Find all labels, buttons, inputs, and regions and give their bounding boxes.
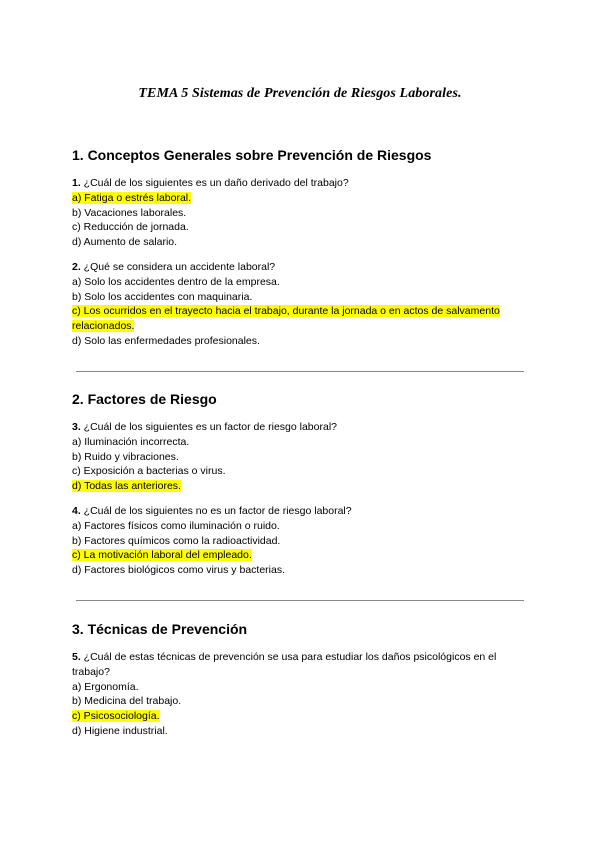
section-factores-de-riesgo: [72, 390, 528, 588]
question-prompt: ¿Cuál de estas técnicas de prevención se usa para estudiar los daños psicológicos en el trabajo?: [72, 651, 497, 678]
option-b: b) Ruido y vibraciones.: [72, 450, 179, 463]
question-number: 2.: [72, 260, 81, 273]
question-prompt: ¿Cuál de los siguientes no es un factor de riesgo laboral?: [80, 504, 352, 517]
option-b: b) Vacaciones laborales.: [72, 206, 187, 219]
option-c: [72, 304, 528, 334]
option-d: [72, 479, 528, 494]
question-number: 4.: [72, 504, 81, 517]
question-number: 1.: [72, 177, 81, 189]
option-b: b) Solo los accidentes con maquinaria.: [72, 290, 253, 303]
question-number: 5.: [72, 651, 81, 663]
question-text: [72, 650, 528, 680]
question-prompt: ¿Cuál de los siguientes es un daño derivado del trabajo?: [80, 177, 349, 189]
option-d: d) Solo las enfermedades profesionales.: [72, 334, 260, 347]
option-a: a) Ergonomía.: [72, 680, 139, 693]
question-5: [72, 650, 528, 739]
section-title: 1. Conceptos Generales sobre Prevención de Riesgos: [72, 147, 432, 163]
option-a: a) Factores físicos como iluminación o ruido.: [72, 519, 280, 532]
question-3: [72, 420, 528, 494]
question-1: [72, 176, 528, 250]
section-divider: [76, 371, 524, 372]
answer-highlight: c) Los ocurridos en el trayecto hacia el trabajo, durante la jornada o en actos de salvamento relacionados.: [72, 305, 500, 333]
option-d: d) Higiene industrial.: [72, 724, 168, 737]
question-4: [72, 504, 528, 578]
answer-highlight: a) Fatiga o estrés laboral.: [72, 191, 192, 204]
answer-highlight: c) La motivación laboral del empleado.: [72, 549, 252, 562]
question-text: [72, 176, 528, 191]
document-title: TEMA 5 Sistemas de Prevención de Riesgos Laborales.: [138, 86, 462, 101]
question-text: [72, 420, 528, 435]
answer-highlight: d) Todas las anteriores.: [72, 480, 181, 493]
option-d: d) Aumento de salario.: [72, 236, 178, 249]
option-a: a) Solo los accidentes dentro de la empresa.: [72, 275, 280, 288]
option-a: a) Iluminación incorrecta.: [72, 435, 190, 448]
option-b: b) Medicina del trabajo.: [72, 695, 182, 708]
section-conceptos-generales: [72, 146, 528, 359]
option-a: [72, 191, 528, 206]
question-2: [72, 260, 528, 349]
option-c: [72, 709, 528, 724]
option-d: d) Factores biológicos como virus y bacterias.: [72, 564, 285, 577]
question-prompt: ¿Qué se considera un accidente laboral?: [80, 260, 276, 273]
section-divider: [76, 600, 524, 601]
section-title: 2. Factores de Riesgo: [72, 391, 217, 407]
option-b: b) Factores químicos como la radioactividad.: [72, 534, 281, 547]
section-title: 3. Técnicas de Prevención: [72, 621, 248, 637]
question-prompt: ¿Cuál de los siguientes es un factor de riesgo laboral?: [80, 421, 337, 433]
question-text: [72, 260, 528, 275]
question-text: [72, 504, 528, 519]
option-c: [72, 548, 528, 563]
question-number: 3.: [72, 421, 81, 433]
section-tecnicas-de-prevencion: [72, 620, 528, 749]
answer-highlight: c) Psicosociología.: [72, 710, 160, 723]
option-c: c) Reducción de jornada.: [72, 221, 189, 234]
option-c: c) Exposición a bacterias o virus.: [72, 465, 226, 478]
